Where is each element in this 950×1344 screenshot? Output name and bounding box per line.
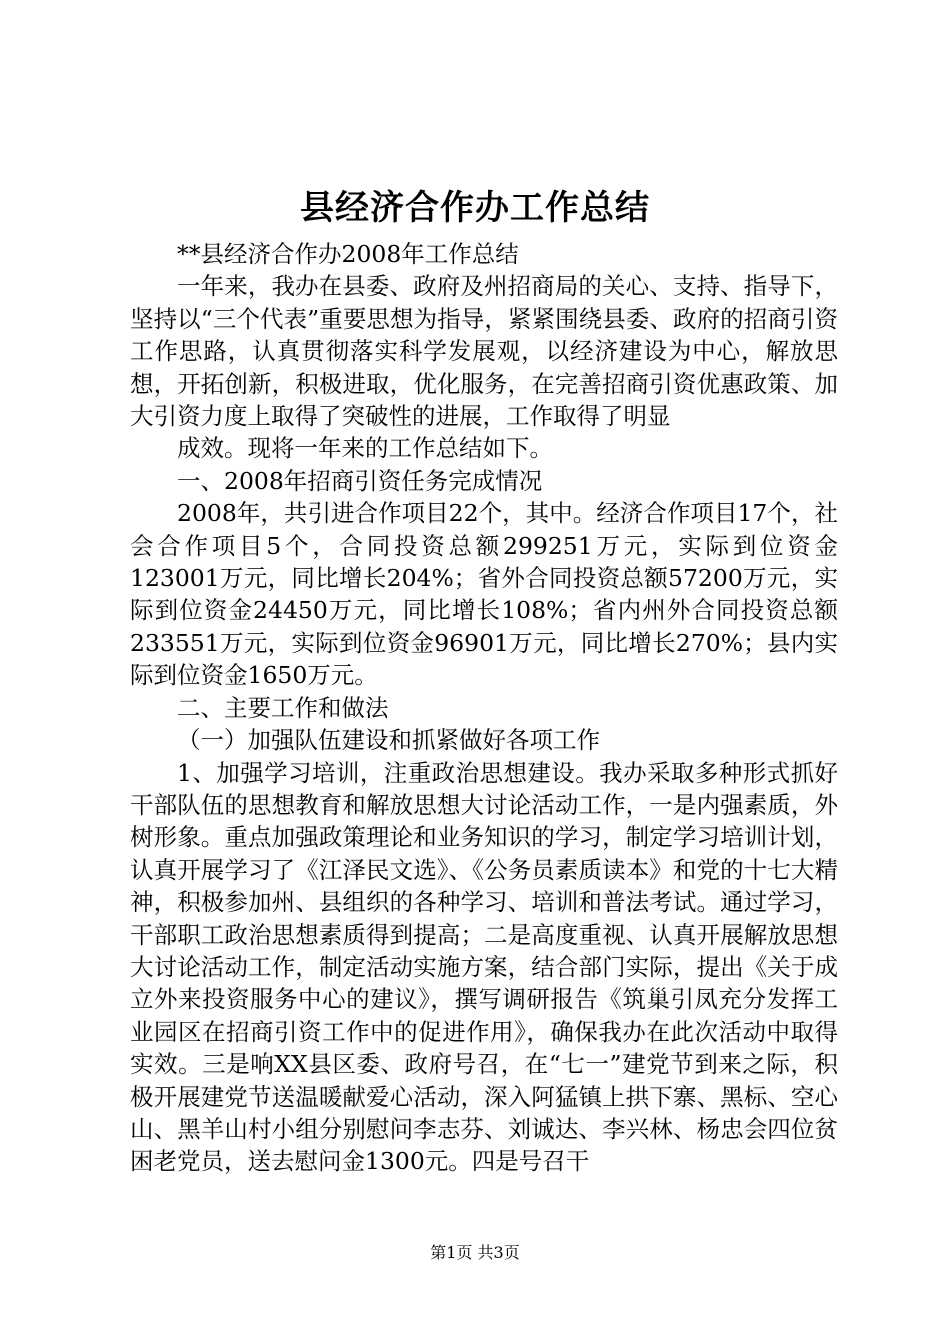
subsection-heading-1: （一）加强队伍建设和抓紧做好各项工作 bbox=[177, 726, 600, 755]
training-paragraph: 1、加强学习培训，注重政治思想建设。我办采取多种形式抓好干部队伍的思想教育和解放思想大讨论活动工作，一是内强素质，外树形象。重点加强政策理论和业务知识的学习，制定学习培训计划，认真开展学习了《江泽民文选》、《公务员素质读本》和党的十七大精神，积极参加州、县组织的各种学习、培训和普法考试。通过学习，干部职工政治思想素质得到提高；二是高度重视、认真开展解放思想大讨论活动工作，制定活动实施方案，结合部门实际，提出《关于成立外来投资服务中心的建议》，撰写调研报告《筑巢引凤充分发挥工业园区在招商引资工作中的促进作用》，确保我办在此次活动中取得实效。三是响XX县区委、政府号召，在“七一”建党节到来之际，积极开展建党节送温暖献爱心活动，深入阿猛镇上拱下寨、黑标、空心山、黑羊山村小组分别慰问李志芬、刘诚达、李兴林、杨忠会四位贫困老党员，送去慰问金1300元。四是号召干 bbox=[130, 758, 838, 1176]
page-number-footer: 第1页 共3页 bbox=[430, 1243, 520, 1262]
subtitle-paragraph: **县经济合作办2008年工作总结 bbox=[177, 240, 519, 268]
document-body bbox=[130, 238, 838, 1178]
intro-paragraph: 一年来，我办在县委、政府及州招商局的关心、支持、指导下，坚持以“三个代表”重要思想为指导，紧紧围绕县委、政府的招商引资工作思路，认真贯彻落实科学发展观，以经济建设为中心，解放思想，开拓创新，积极进取，优化服务，在完善招商引资优惠政策、加大引资力度上取得了突破性的进展，工作取得了明显 bbox=[130, 272, 838, 431]
document-title: 县经济合作办工作总结 bbox=[300, 188, 650, 228]
investment-stats-paragraph: 2008年，共引进合作项目22个，其中。经济合作项目17个，社会合作项目5个，合同投资总额299251万元，实际到位资金123001万元，同比增长204%；省外合同投资总额57200万元，实际到位资金24450万元，同比增长108%；省内州外合同投资总额233551万元，实际到位资金96901万元，同比增长270%；县内实际到位资金1650万元。 bbox=[130, 499, 838, 690]
section-heading-2: 二、主要工作和做法 bbox=[177, 693, 389, 722]
section-heading-1: 一、2008年招商引资任务完成情况 bbox=[177, 466, 543, 495]
intro-continuation-paragraph: 成效。现将一年来的工作总结如下。 bbox=[177, 434, 553, 463]
